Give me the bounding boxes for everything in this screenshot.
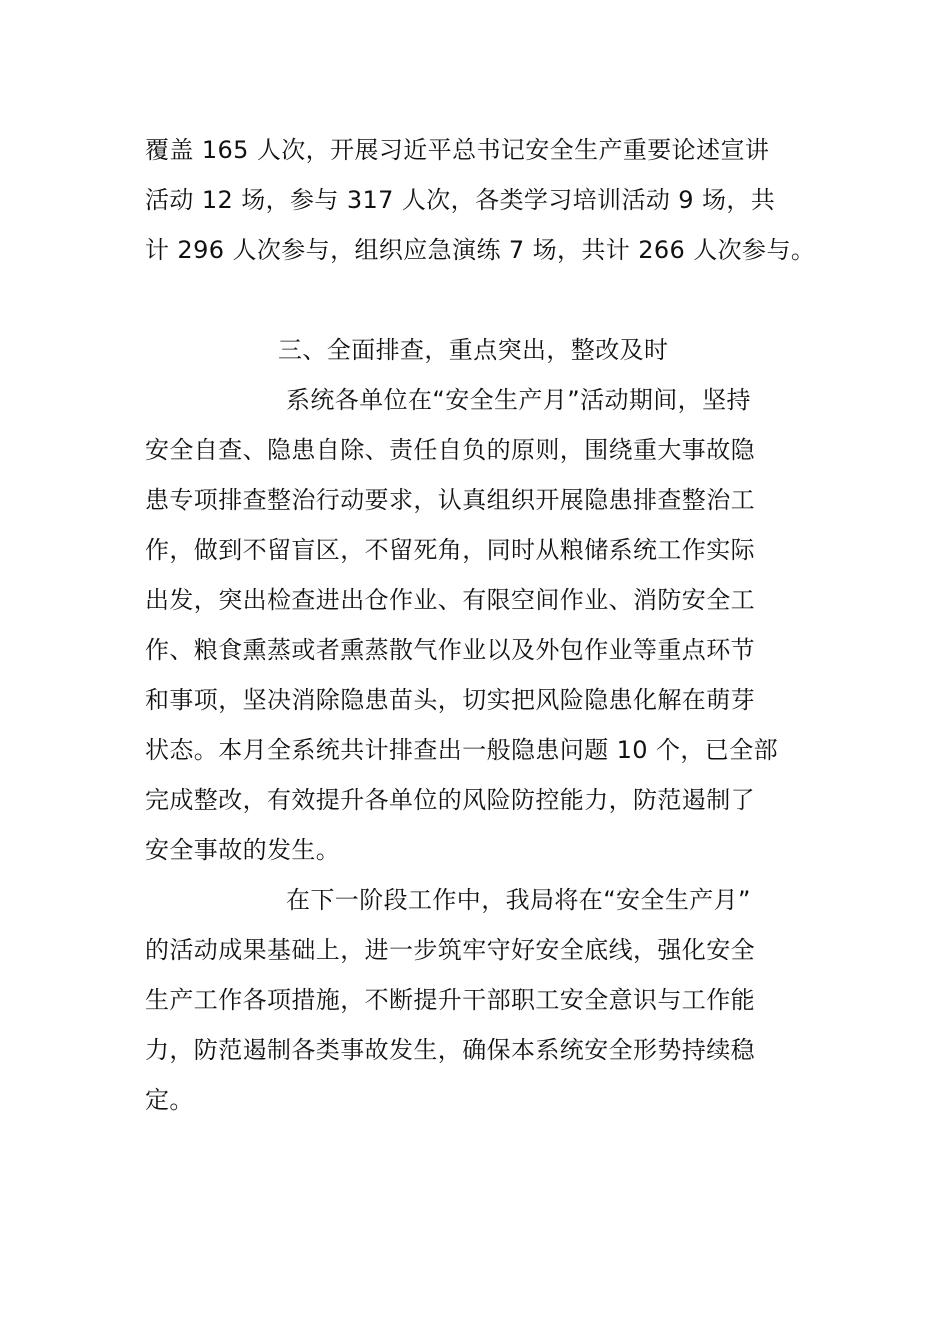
paragraph-line: 计 296 人次参与，组织应急演练 7 场，共计 266 人次参与。: [145, 236, 816, 264]
paragraph-line: 系统各单位在“安全生产月”活动期间，坚持: [286, 386, 751, 414]
paragraph-line: 覆盖 165 人次，开展习近平总书记安全生产重要论述宣讲: [145, 136, 770, 164]
paragraph-line: 力，防范遏制各类事故发生，确保本系统安全形势持续稳: [145, 1036, 755, 1064]
paragraph-line: 安全自查、隐患自除、责任自负的原则，围绕重大事故隐: [145, 436, 755, 464]
paragraph-line: 出发，突出检查进出仓作业、有限空间作业、消防安全工: [145, 586, 755, 614]
paragraph-line: 作、粮食熏蒸或者熏蒸散气作业以及外包作业等重点环节: [145, 636, 755, 664]
section-heading: 三、全面排查，重点突出，整改及时: [278, 336, 669, 364]
paragraph-line: 完成整改，有效提升各单位的风险防控能力，防范遏制了: [145, 786, 755, 814]
paragraph-line: 作，做到不留盲区，不留死角，同时从粮储系统工作实际: [145, 536, 755, 564]
paragraph-line: 和事项，坚决消除隐患苗头，切实把风险隐患化解在萌芽: [145, 686, 755, 714]
paragraph-line: 安全事故的发生。: [145, 836, 341, 864]
paragraph-line: 患专项排查整治行动要求，认真组织开展隐患排查整治工: [145, 486, 755, 514]
paragraph-line: 状态。本月全系统共计排查出一般隐患问题 10 个，已全部: [145, 736, 778, 764]
paragraph-line: 定。: [145, 1086, 194, 1114]
paragraph-line: 生产工作各项措施，不断提升干部职工安全意识与工作能: [145, 986, 755, 1014]
paragraph-line: 的活动成果基础上，进一步筑牢守好安全底线，强化安全: [145, 936, 755, 964]
paragraph-line: 活动 12 场，参与 317 人次，各类学习培训活动 9 场，共: [145, 186, 776, 214]
paragraph-line: 在下一阶段工作中，我局将在“安全生产月”: [286, 886, 751, 914]
